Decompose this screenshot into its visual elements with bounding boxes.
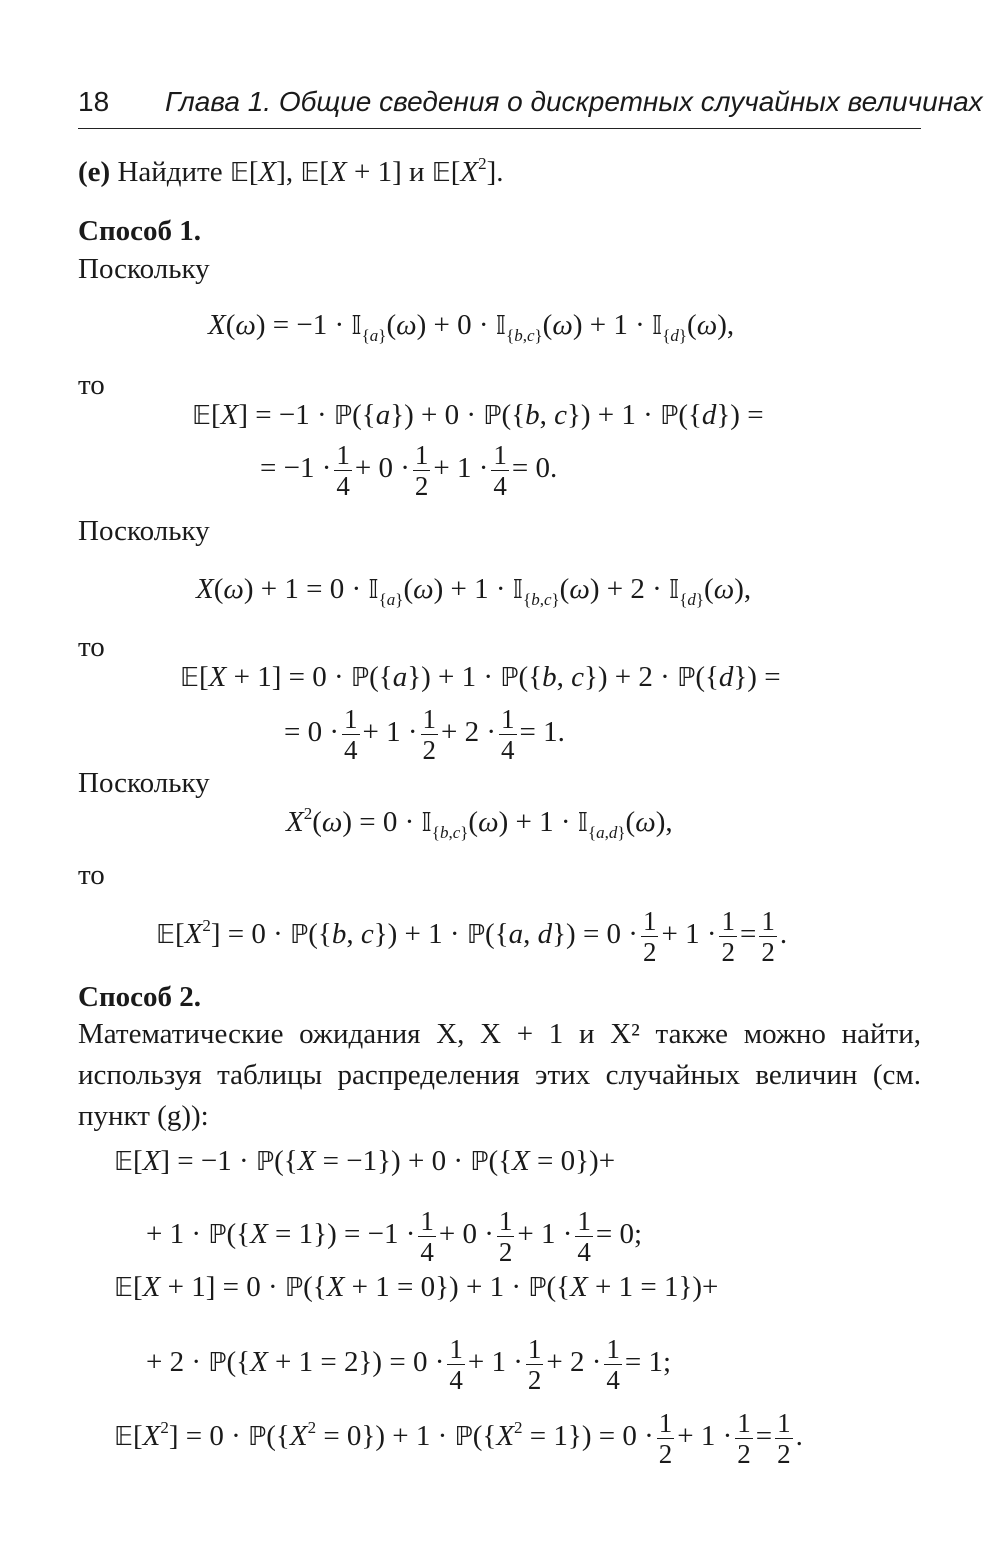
eq-ex1-line2: = 0 · $\frac{1}{4}$ + 1 · $\frac{1}{2}$ + 2 · $\frac{1}{4}$ = 1. (284, 704, 565, 765)
task-expr-2: 𝔼[X + 1] (300, 156, 402, 188)
task-expr-1: 𝔼[X], (229, 156, 294, 188)
then-2: то (78, 631, 105, 663)
eq2-ex1-line2: + 2 · ℙ({X + 1 = 2}) = 0 · $\frac{1}{4}$ + 1 · $\frac{1}{2}$ + 2 · $\frac{1}{4}$ = 1; (146, 1334, 672, 1395)
method1-heading: Способ 1. (78, 215, 202, 247)
since-1: Поскольку (78, 253, 210, 285)
eq2-ex1-line1: 𝔼[X + 1] = 0 · ℙ({X + 1 = 0}) + 1 · ℙ({X + 1 = 1})+ (114, 1271, 719, 1303)
method2-heading: Способ 2. (78, 981, 202, 1013)
task-line (78, 155, 504, 190)
eq-ex-line1: 𝔼[X] = −1 · ℙ({a}) + 0 · ℙ({b, c}) + 1 · ℙ({d}) = (192, 399, 764, 431)
eq-ex-line2: = −1 · $\frac{1}{4}$ + 0 · $\frac{1}{2}$ + 1 · $\frac{1}{4}$ = 0. (260, 440, 558, 501)
since-3: Поскольку (78, 767, 210, 799)
eq-x2-indicator: $X^2(\omega) = 0$ · 𝕀$_{\{b,c\}}$(ω) + 1 · 𝕀$_{\{a,d\}}$(ω), (286, 804, 673, 842)
eq-x1-indicator: X(ω) + 1 = 0 · 𝕀$_{\{a\}}$(ω) + 1 · 𝕀$_{\{b,c\}}$(ω) + 2 · 𝕀$_{\{d\}}$(ω), (196, 573, 752, 609)
eq-x-indicator: X(ω) = −1 · 𝕀$_{\{a\}}$(ω) + 0 · 𝕀$_{\{b,c\}}$(ω) + 1 · 𝕀$_{\{d\}}$(ω), (208, 309, 735, 345)
since-2: Поскольку (78, 515, 210, 547)
task-conj: и (409, 156, 425, 188)
eq-ex2: $𝔼[X^2] = 0$ · ℙ({b, c}) + 1 · ℙ({a, d}) = 0 · $\frac{1}{2}$ + 1 · $\frac{1}{2}$ = $\frac{1}{2}$ . (156, 906, 788, 967)
chapter-title: Глава 1. Общие сведения о дискретных случайных величинах (165, 86, 983, 117)
page-number: 18 (78, 86, 110, 117)
task-label: (e) (78, 156, 111, 188)
header-rule (78, 128, 921, 129)
eq2-ex-line1: 𝔼[X] = −1 · ℙ({X = −1}) + 0 · ℙ({X = 0})+ (114, 1145, 616, 1177)
method2-paragraph: Математические ожидания X, X + 1 и X² также можно найти, используя таблицы распределения этих случайных величин (см. пункт (g)): (78, 1018, 921, 1132)
task-expr-3: $𝔼[X^2]$. (431, 154, 504, 188)
eq-ex1-line1: 𝔼[X + 1] = 0 · ℙ({a}) + 1 · ℙ({b, c}) + 2 · ℙ({d}) = (180, 661, 781, 693)
task-text: Найдите (117, 156, 223, 188)
then-3: то (78, 859, 105, 891)
then-1: то (78, 369, 105, 401)
eq2-ex2: $𝔼[X^2] = 0$ · $ℙ(\{X^2 = 0\}) + 1$ · $ℙ(\{X^2 = 1\}) = 0$ · $\frac{1}{2}$ + 1 · $\frac{1}{2}$ = $\frac{1}{2}$ . (114, 1408, 803, 1469)
eq2-ex-line2: + 1 · ℙ({X = 1}) = −1 · $\frac{1}{4}$ + 0 · $\frac{1}{2}$ + 1 · $\frac{1}{4}$ = 0; (146, 1206, 643, 1267)
